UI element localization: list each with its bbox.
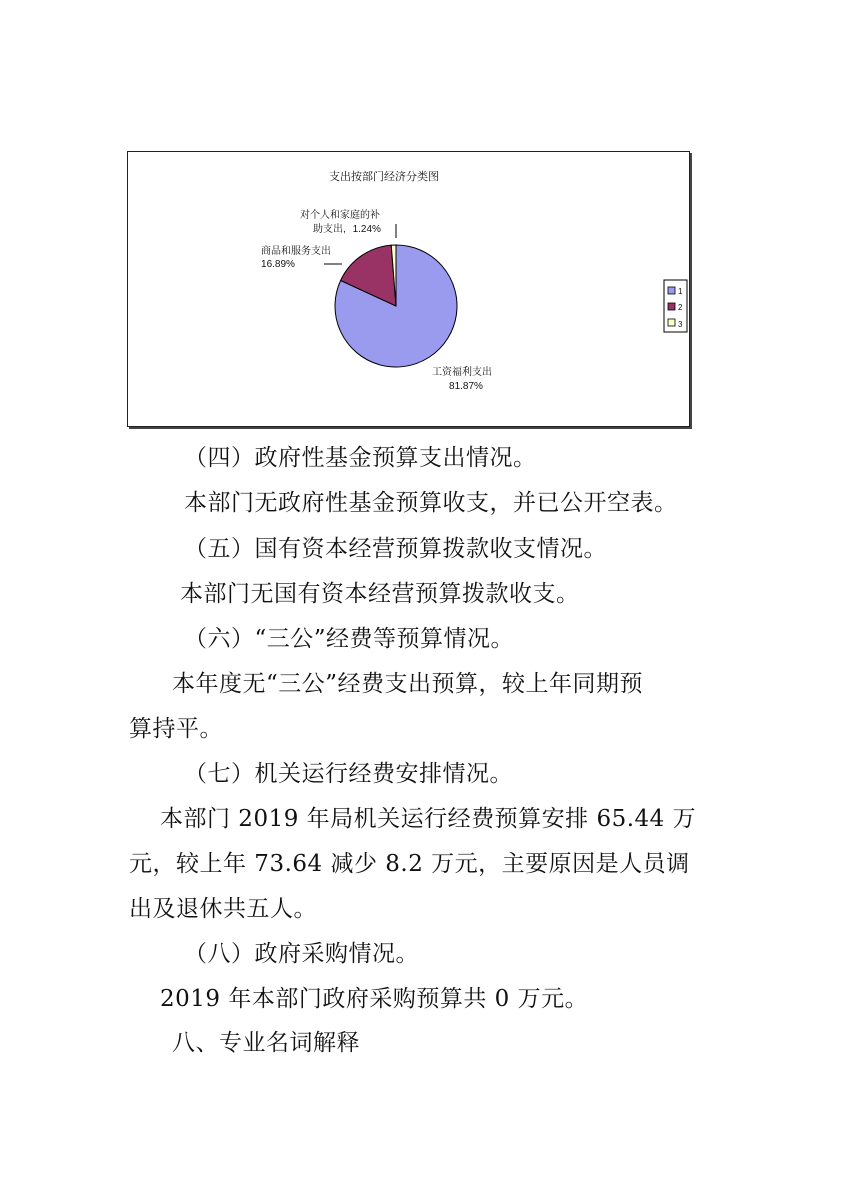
paragraph-procurement: 2019 年本部门政府采购预算共 0 万元。: [160, 986, 589, 1012]
legend-swatch-1: [668, 287, 675, 294]
paragraph-state-capital-none: 本部门无国有资本经营预算拨款收支。: [180, 581, 580, 607]
chart-title: 支出按部门经济分类图: [329, 171, 439, 183]
heading-government-procurement: （八）政府采购情况。: [184, 941, 419, 967]
pie-chart-frame: [127, 151, 690, 427]
pie-chart: [128, 152, 689, 426]
slice-label-3-line1: 对个人和家庭的补: [300, 210, 380, 221]
slice-label-2: 商品和服务支出: [261, 246, 331, 257]
paragraph-operating-line2: 元，较上年 73.64 减少 8.2 万元，主要原因是人员调: [129, 851, 690, 877]
heading-state-capital-budget: （五）国有资本经营预算拨款收支情况。: [184, 536, 607, 562]
slice-percent-3: 1.24%: [352, 224, 381, 235]
paragraph-three-public-line2: 算持平。: [129, 716, 223, 742]
heading-operating-expenses: （七）机关运行经费安排情况。: [184, 761, 513, 787]
svg-text:助支出, 1.24%: [313, 222, 381, 235]
slice-percent-1: 81.87%: [449, 381, 483, 392]
paragraph-government-fund-none: 本部门无政府性基金预算收支，并已公开空表。: [184, 490, 678, 516]
slice-label-3-line2: 助支出,: [313, 224, 346, 235]
slice-percent-2: 16.89%: [261, 259, 295, 270]
heading-three-public-expenses: （六）“三公”经费等预算情况。: [184, 626, 515, 652]
slice-label-1: 工资福利支出: [432, 367, 492, 378]
chart-legend: [664, 280, 687, 332]
legend-label-1: 1: [678, 287, 683, 296]
section-heading-terms: 八、专业名词解释: [172, 1030, 360, 1056]
legend-swatch-2: [668, 303, 675, 310]
legend-label-3: 3: [678, 320, 683, 329]
paragraph-three-public-line1: 本年度无“三公”经费支出预算，较上年同期预: [172, 671, 644, 697]
paragraph-operating-line1: 本部门 2019 年局机关运行经费预算安排 65.44 万: [160, 806, 697, 832]
paragraph-operating-line3: 出及退休共五人。: [129, 896, 317, 922]
legend-swatch-3: [668, 319, 675, 326]
heading-government-fund-expenditure: （四）政府性基金预算支出情况。: [184, 445, 537, 471]
legend-label-2: 2: [678, 303, 683, 312]
